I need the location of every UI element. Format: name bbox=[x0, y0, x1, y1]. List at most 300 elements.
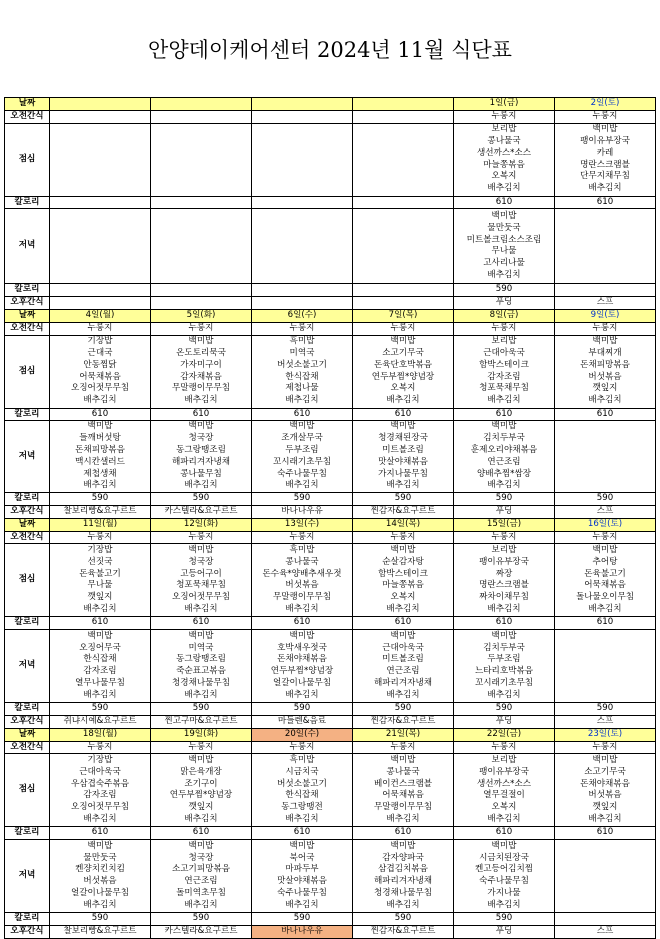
week-2-dinner-row bbox=[5, 421, 656, 493]
menu-item: 마파두부 bbox=[285, 864, 319, 875]
date-cell: 19일(화) bbox=[151, 728, 252, 741]
calorie-cell: 610 bbox=[555, 408, 656, 421]
calorie-cell bbox=[151, 284, 252, 297]
menu-item: 마늘쫑볶음 bbox=[483, 159, 525, 170]
page-title: 안양데이케어센터 2024년 11월 식단표 bbox=[148, 38, 512, 62]
row-label-pm_snack: 오후간식 bbox=[5, 505, 50, 518]
calorie-cell: 590 bbox=[252, 703, 353, 716]
menu-item: 배추김치 bbox=[487, 689, 521, 700]
menu-item: 어묵채볶음 bbox=[79, 371, 121, 382]
pm-snack-cell: 푸딩 bbox=[454, 925, 555, 938]
week-2-am_snack-row bbox=[5, 322, 656, 335]
menu-item: 배추김치 bbox=[588, 603, 622, 614]
menu-item: 오복지 bbox=[491, 171, 517, 182]
calorie-cell: 610 bbox=[555, 196, 656, 209]
calorie-cell: 590 bbox=[252, 493, 353, 506]
am-snack-cell: 누룽지 bbox=[353, 741, 454, 754]
menu-item: 마늘쫑볶음 bbox=[382, 580, 424, 591]
lunch-cell bbox=[353, 544, 454, 617]
menu-item: 어묵채볶음 bbox=[382, 790, 424, 801]
menu-item: 고사리나물 bbox=[483, 258, 525, 269]
menu-item: 짜차이채무침 bbox=[479, 592, 529, 603]
dinner-cell bbox=[151, 840, 252, 913]
lunch-cell bbox=[454, 123, 555, 196]
menu-item: 연근조림 bbox=[487, 456, 521, 467]
dinner-cell bbox=[353, 209, 454, 284]
week-1-pm_snack-row bbox=[5, 297, 656, 310]
menu-item: 배추김치 bbox=[285, 813, 319, 824]
menu-item: 얼갈이나물무침 bbox=[272, 677, 332, 688]
menu-item: 동그랑땡조림 bbox=[176, 654, 226, 665]
week-1-lunch-row bbox=[5, 123, 656, 196]
menu-item: 온도토리묵국 bbox=[176, 347, 226, 358]
menu-item: 감자채볶음 bbox=[180, 371, 222, 382]
menu-item: 백미밥 bbox=[87, 421, 113, 432]
menu-item: 배추김치 bbox=[487, 269, 521, 280]
date-cell: 11일(월) bbox=[50, 518, 151, 531]
menu-item: 미역국 bbox=[188, 642, 214, 653]
row-label-calorie: 칼로리 bbox=[5, 703, 50, 716]
menu-item: 흑미밥 bbox=[289, 336, 315, 347]
week-4-dinner-row bbox=[5, 840, 656, 913]
pm-snack-cell bbox=[151, 297, 252, 310]
lunch-cell bbox=[555, 335, 656, 408]
menu-item: 동그랑땡전 bbox=[281, 802, 323, 813]
calorie-cell: 610 bbox=[252, 617, 353, 630]
date-cell: 4일(월) bbox=[50, 309, 151, 322]
menu-item: 안동찜닭 bbox=[83, 359, 117, 370]
date-cell: 9일(토) bbox=[555, 309, 656, 322]
menu-item: 순살감자탕 bbox=[382, 556, 424, 567]
week-1-calorie-row bbox=[5, 196, 656, 209]
calorie-cell: 610 bbox=[252, 827, 353, 840]
calorie-cell: 610 bbox=[555, 617, 656, 630]
calorie-cell bbox=[50, 284, 151, 297]
menu-item: 돈육불고기 bbox=[584, 568, 626, 579]
lunch-cell bbox=[353, 754, 454, 827]
menu-item: 켄쟝치킨치킴 bbox=[75, 864, 125, 875]
calorie-cell: 590 bbox=[353, 493, 454, 506]
calorie-cell: 590 bbox=[454, 284, 555, 297]
am-snack-cell: 누룽지 bbox=[50, 322, 151, 335]
calorie-cell bbox=[555, 284, 656, 297]
calorie-cell: 610 bbox=[454, 196, 555, 209]
menu-item: 백미밥 bbox=[491, 421, 517, 432]
menu-item: 느타리호박볶음 bbox=[474, 666, 534, 677]
menu-item: 숙주나물무침 bbox=[277, 887, 327, 898]
date-cell bbox=[50, 98, 151, 111]
menu-item: 배추김치 bbox=[285, 899, 319, 910]
menu-item: 버섯소불고기 bbox=[277, 778, 327, 789]
week-2-date-row bbox=[5, 309, 656, 322]
lunch-cell bbox=[454, 754, 555, 827]
am-snack-cell: 누룽지 bbox=[454, 110, 555, 123]
menu-item: 호박새우젓국 bbox=[277, 642, 327, 653]
menu-item: 백미밥 bbox=[188, 544, 214, 555]
menu-item: 배추김치 bbox=[386, 395, 420, 406]
menu-item: 명란스크램블 bbox=[580, 159, 630, 170]
row-label-pm_snack: 오후간식 bbox=[5, 297, 50, 310]
menu-item: 청국장 bbox=[188, 433, 214, 444]
row-label-calorie: 칼로리 bbox=[5, 196, 50, 209]
am-snack-cell bbox=[353, 110, 454, 123]
menu-item: 콩나물국 bbox=[386, 766, 420, 777]
pm-snack-cell: 푸딩 bbox=[454, 297, 555, 310]
menu-item: 김치두부국 bbox=[483, 642, 525, 653]
menu-item: 배추김치 bbox=[487, 603, 521, 614]
menu-item: 근대아욱국 bbox=[483, 347, 525, 358]
week-4-date-row bbox=[5, 728, 656, 741]
calorie-cell: 590 bbox=[252, 913, 353, 926]
lunch-cell bbox=[353, 123, 454, 196]
lunch-cell bbox=[50, 754, 151, 827]
menu-item: 청포묵채무침 bbox=[479, 383, 529, 394]
week-2-pm_snack-row bbox=[5, 505, 656, 518]
dinner-cell bbox=[151, 209, 252, 284]
menu-item: 돌미역초무침 bbox=[176, 887, 226, 898]
menu-item: 숙주나물무침 bbox=[277, 468, 327, 479]
am-snack-cell: 누룽지 bbox=[151, 741, 252, 754]
calorie-cell: 610 bbox=[50, 827, 151, 840]
menu-item: 배추김치 bbox=[83, 480, 117, 491]
calorie-cell: 610 bbox=[50, 617, 151, 630]
lunch-cell bbox=[151, 123, 252, 196]
menu-item: 백미밥 bbox=[188, 754, 214, 765]
menu-item: 버섯볶음 bbox=[588, 371, 622, 382]
calorie-cell: 590 bbox=[555, 703, 656, 716]
date-cell: 1일(금) bbox=[454, 98, 555, 111]
week-4-am_snack-row bbox=[5, 741, 656, 754]
pm-snack-cell bbox=[353, 297, 454, 310]
menu-item: 백미밥 bbox=[390, 544, 416, 555]
menu-item: 흑미밥 bbox=[289, 754, 315, 765]
menu-item: 연두부찜*양념장 bbox=[371, 371, 435, 382]
menu-item: 무말랭이무무침 bbox=[272, 592, 332, 603]
calorie-cell: 590 bbox=[151, 913, 252, 926]
dinner-cell bbox=[353, 840, 454, 913]
menu-item: 백미밥 bbox=[289, 421, 315, 432]
menu-item: 버섯볶음 bbox=[588, 790, 622, 801]
menu-item: 무나물 bbox=[491, 246, 517, 257]
pm-snack-cell: 찐감자&요구르트 bbox=[353, 925, 454, 938]
menu-item: 오징어젓무무침 bbox=[70, 383, 130, 394]
dinner-cell bbox=[454, 209, 555, 284]
pm-snack-cell: 카스텔라&요구르트 bbox=[151, 925, 252, 938]
pm-snack-cell: 마들렌&음료 bbox=[252, 715, 353, 728]
menu-item: 백미밥 bbox=[390, 840, 416, 851]
am-snack-cell bbox=[252, 110, 353, 123]
dinner-cell bbox=[555, 840, 656, 913]
menu-item: 선짓국 bbox=[87, 556, 113, 567]
calorie-cell: 590 bbox=[50, 703, 151, 716]
calorie-cell bbox=[353, 196, 454, 209]
menu-item: 콩나물국 bbox=[487, 136, 521, 146]
menu-item: 감자조림 bbox=[487, 371, 521, 382]
menu-item: 깻잎지 bbox=[87, 592, 113, 603]
menu-item: 백미밥 bbox=[592, 336, 618, 347]
menu-item: 맥시칸샐러드 bbox=[75, 456, 125, 467]
am-snack-cell: 누룽지 bbox=[353, 322, 454, 335]
dinner-cell bbox=[50, 209, 151, 284]
menu-item: 백미밥 bbox=[592, 544, 618, 555]
menu-item: 돈채야채볶음 bbox=[277, 654, 327, 665]
calorie-cell: 590 bbox=[151, 703, 252, 716]
menu-item: 배추김치 bbox=[83, 813, 117, 824]
date-cell: 7일(목) bbox=[353, 309, 454, 322]
menu-item: 무말랭이무무침 bbox=[373, 802, 433, 813]
dinner-cell bbox=[353, 421, 454, 493]
date-cell: 8일(금) bbox=[454, 309, 555, 322]
week-3-am_snack-row bbox=[5, 531, 656, 544]
menu-item: 해파리겨자냉채 bbox=[171, 456, 231, 467]
menu-item: 고등어구이 bbox=[180, 568, 222, 579]
menu-item: 배추김치 bbox=[83, 395, 117, 406]
row-label-am_snack: 오전간식 bbox=[5, 531, 50, 544]
menu-item: 팽이유부장국 bbox=[479, 556, 529, 567]
lunch-cell bbox=[151, 335, 252, 408]
dinner-cell bbox=[353, 630, 454, 703]
menu-item: 배추김치 bbox=[285, 689, 319, 700]
menu-item: 명란스크램블 bbox=[479, 580, 529, 591]
date-cell bbox=[353, 98, 454, 111]
calorie-cell: 610 bbox=[454, 827, 555, 840]
week-1-date-row bbox=[5, 98, 656, 111]
week-1-dinner-row bbox=[5, 209, 656, 284]
menu-item: 해파리겨자냉채 bbox=[373, 677, 433, 688]
menu-item: 보리밥 bbox=[491, 124, 517, 135]
lunch-cell bbox=[50, 123, 151, 196]
calorie-cell: 610 bbox=[50, 408, 151, 421]
menu-item: 추어탕 bbox=[592, 556, 618, 567]
menu-item: 배추김치 bbox=[386, 689, 420, 700]
pm-snack-cell bbox=[252, 297, 353, 310]
menu-item: 얼갈이나물무침 bbox=[70, 887, 130, 898]
pm-snack-cell: 스프 bbox=[555, 715, 656, 728]
calorie-cell: 610 bbox=[151, 617, 252, 630]
menu-item: 백미밥 bbox=[87, 840, 113, 851]
pm-snack-cell: 바나나우유 bbox=[252, 925, 353, 938]
menu-item: 깻잎지 bbox=[592, 802, 618, 813]
menu-item: 김치두부국 bbox=[483, 433, 525, 444]
dinner-cell bbox=[50, 840, 151, 913]
menu-item: 가자미구이 bbox=[180, 359, 222, 370]
menu-item: 배추김치 bbox=[487, 183, 521, 194]
menu-item: 돈채야채볶음 bbox=[580, 778, 630, 789]
menu-item: 오징어젓무무침 bbox=[70, 802, 130, 813]
menu-item: 소고기무국 bbox=[584, 766, 626, 777]
menu-item: 단무지채무침 bbox=[580, 171, 630, 182]
menu-item: 생선까스*소스 bbox=[476, 778, 532, 789]
menu-item: 근대아욱국 bbox=[79, 766, 121, 777]
menu-item: 꼬시래기초무침 bbox=[474, 677, 534, 688]
pm-snack-cell: 스프 bbox=[555, 505, 656, 518]
date-cell bbox=[252, 98, 353, 111]
row-label-am_snack: 오전간식 bbox=[5, 110, 50, 123]
pm-snack-cell: 찰보리빵&요구르트 bbox=[50, 925, 151, 938]
menu-item: 제첩나물 bbox=[285, 383, 319, 394]
am-snack-cell: 누룽지 bbox=[454, 531, 555, 544]
menu-item: 돈육단호박볶음 bbox=[373, 359, 433, 370]
menu-item: 열무나물무침 bbox=[75, 677, 125, 688]
date-cell: 18일(월) bbox=[50, 728, 151, 741]
row-label-calorie: 칼로리 bbox=[5, 284, 50, 297]
calorie-cell: 590 bbox=[151, 493, 252, 506]
menu-table bbox=[4, 97, 656, 939]
date-cell: 14일(목) bbox=[353, 518, 454, 531]
am-snack-cell bbox=[151, 110, 252, 123]
menu-item: 소고기피망볶음 bbox=[171, 864, 231, 875]
menu-item: 배추김치 bbox=[588, 183, 622, 194]
week-2-lunch-row bbox=[5, 335, 656, 408]
row-label-calorie: 칼로리 bbox=[5, 408, 50, 421]
date-cell: 6일(수) bbox=[252, 309, 353, 322]
week-3-calorie-row bbox=[5, 617, 656, 630]
row-label-calorie: 칼로리 bbox=[5, 493, 50, 506]
menu-item: 청포묵채무침 bbox=[176, 580, 226, 591]
menu-item: 배추김치 bbox=[285, 603, 319, 614]
menu-item: 소고기무국 bbox=[382, 347, 424, 358]
menu-item: 보리밥 bbox=[491, 336, 517, 347]
menu-item: 백미밥 bbox=[188, 421, 214, 432]
menu-item: 배추김치 bbox=[83, 689, 117, 700]
lunch-cell bbox=[50, 544, 151, 617]
menu-item: 맛살야채볶음 bbox=[378, 456, 428, 467]
row-label-am_snack: 오전간식 bbox=[5, 741, 50, 754]
menu-item: 백미밥 bbox=[592, 124, 618, 135]
menu-item: 오징어무국 bbox=[79, 642, 121, 653]
week-3-calorie-row bbox=[5, 703, 656, 716]
row-label-pm_snack: 오후간식 bbox=[5, 925, 50, 938]
menu-item: 들깨버섯탕 bbox=[79, 433, 121, 444]
row-label-lunch: 점심 bbox=[5, 544, 50, 617]
menu-item: 베이컨스크램블 bbox=[373, 778, 433, 789]
menu-item: 돈채피망볶음 bbox=[580, 359, 630, 370]
menu-item: 연근조림 bbox=[184, 876, 218, 887]
menu-item: 시금치국 bbox=[285, 766, 319, 777]
am-snack-cell: 누룽지 bbox=[252, 741, 353, 754]
am-snack-cell: 누룽지 bbox=[151, 322, 252, 335]
am-snack-cell: 누룽지 bbox=[252, 322, 353, 335]
dinner-cell bbox=[50, 421, 151, 493]
am-snack-cell: 누룽지 bbox=[555, 322, 656, 335]
menu-item: 어묵채볶음 bbox=[584, 580, 626, 591]
menu-item: 백미밥 bbox=[592, 754, 618, 765]
dinner-cell bbox=[555, 421, 656, 493]
am-snack-cell: 누룽지 bbox=[252, 531, 353, 544]
week-4-calorie-row bbox=[5, 827, 656, 840]
dinner-cell bbox=[252, 630, 353, 703]
calorie-cell: 610 bbox=[252, 408, 353, 421]
calorie-cell: 610 bbox=[151, 827, 252, 840]
dinner-cell bbox=[252, 840, 353, 913]
menu-item: 무나물 bbox=[87, 580, 113, 591]
menu-item: 짜장 bbox=[495, 568, 513, 579]
calorie-cell: 610 bbox=[454, 617, 555, 630]
lunch-cell bbox=[50, 335, 151, 408]
menu-item: 한식잡채 bbox=[285, 790, 319, 801]
dinner-cell bbox=[555, 630, 656, 703]
menu-item: 가지나물무침 bbox=[378, 468, 428, 479]
calorie-cell: 610 bbox=[454, 408, 555, 421]
menu-item: 배추김치 bbox=[184, 813, 218, 824]
menu-item: 함박스테이크 bbox=[378, 568, 428, 579]
menu-item: 오복지 bbox=[390, 592, 416, 603]
menu-item: 기장밥 bbox=[87, 754, 113, 765]
calorie-cell: 610 bbox=[353, 617, 454, 630]
menu-item: 양배추찜*쌈장 bbox=[476, 468, 532, 479]
calorie-cell bbox=[252, 284, 353, 297]
row-label-am_snack: 오전간식 bbox=[5, 322, 50, 335]
calorie-cell: 610 bbox=[555, 827, 656, 840]
menu-item: 콩나물국 bbox=[285, 556, 319, 567]
week-2-calorie-row bbox=[5, 408, 656, 421]
lunch-cell bbox=[454, 544, 555, 617]
row-label-calorie: 칼로리 bbox=[5, 827, 50, 840]
menu-item: 우삼겹숙주볶음 bbox=[70, 778, 130, 789]
am-snack-cell: 누룽지 bbox=[151, 531, 252, 544]
menu-item: 배추김치 bbox=[588, 395, 622, 406]
am-snack-cell: 누룽지 bbox=[454, 322, 555, 335]
week-4-pm_snack-row bbox=[5, 925, 656, 938]
menu-item: 배추김치 bbox=[285, 395, 319, 406]
calorie-cell bbox=[252, 196, 353, 209]
row-label-lunch: 점심 bbox=[5, 123, 50, 196]
menu-item: 돈채피망볶음 bbox=[75, 444, 125, 455]
menu-item: 동그랑땡조림 bbox=[176, 444, 226, 455]
menu-item: 연두부찜*양념장 bbox=[169, 790, 233, 801]
menu-item: 버섯소불고기 bbox=[277, 359, 327, 370]
menu-item: 돈육불고기 bbox=[79, 568, 121, 579]
date-cell: 15일(금) bbox=[454, 518, 555, 531]
calorie-cell: 590 bbox=[50, 913, 151, 926]
row-label-dinner: 저녁 bbox=[5, 421, 50, 493]
lunch-cell bbox=[151, 754, 252, 827]
menu-item: 청국장 bbox=[188, 556, 214, 567]
pm-snack-cell: 찐감자&요구르트 bbox=[353, 505, 454, 518]
lunch-cell bbox=[454, 335, 555, 408]
menu-item: 배추김치 bbox=[83, 603, 117, 614]
menu-item: 배추김치 bbox=[487, 813, 521, 824]
menu-item: 백미밥 bbox=[188, 630, 214, 641]
week-4-calorie-row bbox=[5, 913, 656, 926]
menu-item: 버섯볶음 bbox=[285, 580, 319, 591]
menu-item: 콩나물무침 bbox=[180, 468, 222, 479]
dinner-cell bbox=[151, 421, 252, 493]
menu-item: 백미밥 bbox=[87, 630, 113, 641]
menu-item: 감자조림 bbox=[83, 790, 117, 801]
lunch-cell bbox=[151, 544, 252, 617]
menu-item: 맑은육개장 bbox=[180, 766, 222, 777]
date-cell: 22일(금) bbox=[454, 728, 555, 741]
menu-item: 백미밥 bbox=[188, 840, 214, 851]
menu-item: 배추김치 bbox=[386, 480, 420, 491]
dinner-cell bbox=[151, 630, 252, 703]
dinner-cell bbox=[454, 840, 555, 913]
menu-item: 백미밥 bbox=[289, 630, 315, 641]
menu-item: 부대찌개 bbox=[588, 347, 622, 358]
menu-item: 생선까스*소스 bbox=[476, 147, 532, 158]
menu-item: 보리밥 bbox=[491, 544, 517, 555]
pm-snack-cell: 쥐냐시예&요구르트 bbox=[50, 715, 151, 728]
menu-item: 두부조림 bbox=[487, 654, 521, 665]
menu-item: 오복지 bbox=[491, 802, 517, 813]
menu-item: 훈제오리야채볶음 bbox=[470, 444, 538, 455]
menu-item: 백미밥 bbox=[188, 336, 214, 347]
menu-item: 배추김치 bbox=[487, 395, 521, 406]
pm-snack-cell: 찐감자&요구르트 bbox=[353, 715, 454, 728]
lunch-cell bbox=[252, 123, 353, 196]
menu-item: 백미밥 bbox=[390, 336, 416, 347]
